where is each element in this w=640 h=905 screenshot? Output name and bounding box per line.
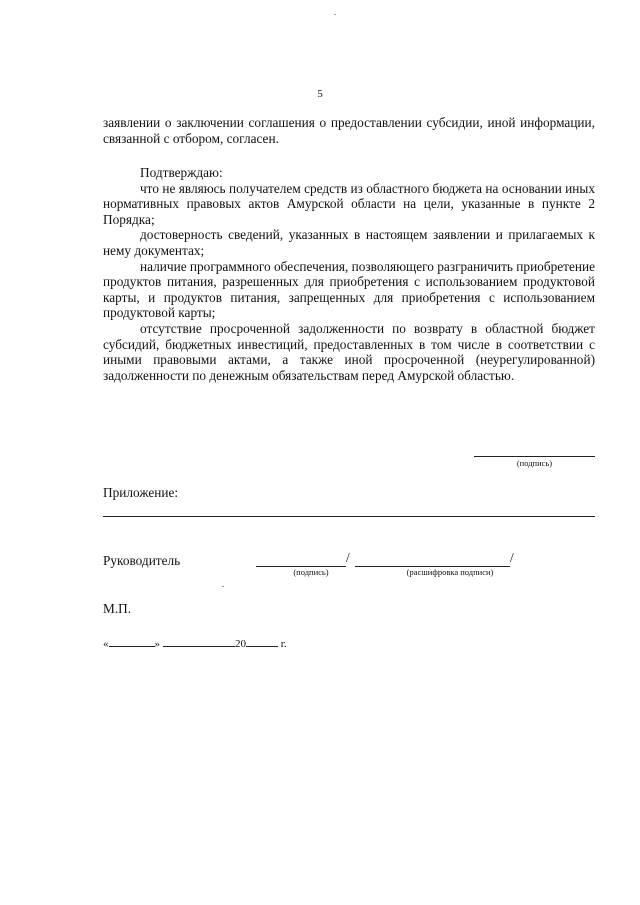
confirmation-item: наличие программного обеспечения, позволяющего разграничить приобретение продуктов питания, разрешенных для приобретения с использованием продуктовой карты, и продуктов питания, запрещенных для приобретения с использованием продуктовой карты;	[103, 258, 595, 321]
confirmation-item: достоверность сведений, указанных в настоящем заявлении и прилагаемых к нему документах;	[103, 227, 595, 258]
attachment-label: Приложение:	[103, 485, 179, 500]
date-year-prefix: 20	[235, 638, 246, 650]
page-number: 5	[317, 88, 323, 100]
head-decoding-caption: (расшифровка подписи)	[406, 567, 494, 577]
stamp-label: М.П.	[103, 601, 132, 616]
date-month-blank	[163, 636, 235, 647]
scan-speck	[334, 14, 336, 15]
confirmation-item: что не являюсь получателем средств из областного бюджета на основании иных нормативных правовых актов Амурской области на цели, указанные в пункте 2 Порядка;	[103, 180, 595, 227]
intro-text: заявлении о заключении соглашения о предоставлении субсидии, иной информации, связанной с отбором, согласен.	[103, 115, 595, 146]
date-open-quote: «	[103, 638, 109, 650]
date-line	[103, 636, 287, 650]
date-year-suffix: г.	[280, 638, 287, 650]
applicant-signature-line	[474, 456, 595, 457]
separator-slash: /	[510, 550, 514, 565]
confirmation-section	[103, 165, 595, 383]
head-label: Руководитель	[103, 553, 181, 568]
intro-paragraph	[103, 115, 595, 146]
head-signature-caption: (подпись)	[293, 567, 329, 577]
scan-speck	[222, 586, 224, 587]
attachment-line	[103, 516, 595, 517]
date-year-blank	[246, 636, 278, 647]
date-close-quote: »	[154, 638, 160, 650]
applicant-signature-caption: (подпись)	[516, 458, 553, 468]
confirmation-item: отсутствие просроченной задолженности по возврату в областной бюджет субсидий, бюджетных инвестиций, предоставленных в том числе в соответствии с иными правовыми актами, а также иной просроченной (неурегулированной) задолженности по денежным обязательствам перед Амурской областью.	[103, 320, 595, 383]
separator-slash: /	[346, 550, 350, 565]
date-day-blank	[109, 636, 155, 647]
confirmation-heading: Подтверждаю:	[140, 165, 223, 180]
